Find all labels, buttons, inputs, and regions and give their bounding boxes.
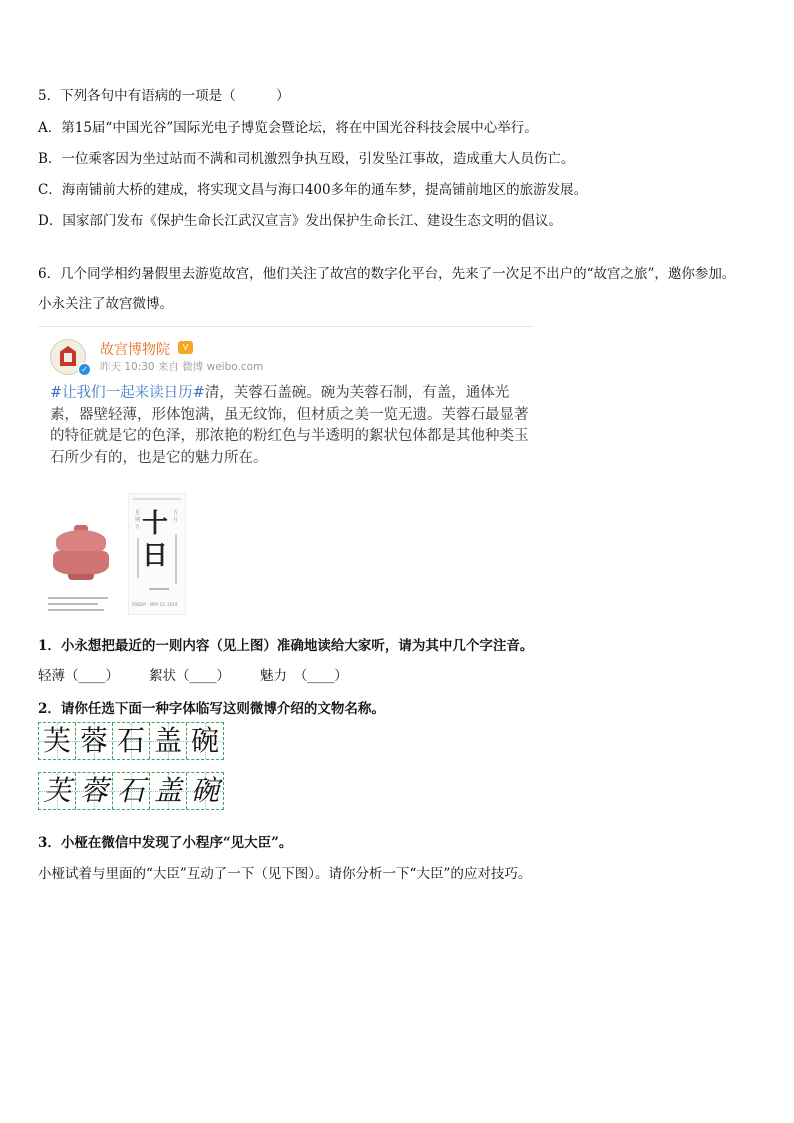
sub-question-2: 2．请你任选下面一种字体临写这则微博介绍的文物名称。	[38, 701, 385, 717]
grid-cell: 碗	[187, 773, 223, 809]
weibo-post-text	[50, 383, 530, 469]
grid-cell: 石	[113, 773, 150, 809]
question-5-option-a: A．第15届“中国光谷”国际光电子博览会暨论坛，将在中国光谷科技会展中心举行。	[38, 120, 538, 136]
question-5-stem: 5．下列各句中有语病的一项是（ ）	[38, 88, 290, 104]
question-5-option-d: D．国家部门发布《保护生命长江武汉宣言》发出保护生命长江、建设生态文明的倡议。	[38, 213, 562, 229]
pinyin-blanks	[38, 664, 348, 684]
question-5-option-c: C．海南铺前大桥的建成，将实现文昌与海口400多年的通车梦，提高铺前地区的旅游发展。	[38, 182, 588, 198]
blank-xuzhuang[interactable]: 絮状（____）	[149, 668, 230, 684]
grid-cell: 盖	[150, 723, 187, 759]
calendar-day: 十日	[142, 509, 169, 571]
question-6-intro-2: 小永关注了故宫微博。	[38, 296, 173, 312]
weibo-hashtag: #让我们一起来读日历#	[50, 385, 205, 401]
calendar-weekday: 星期五	[135, 510, 141, 530]
verified-icon: ✓	[78, 363, 91, 376]
calendar-image	[128, 493, 186, 615]
question-5-option-b: B．一位乘客因为坐过站而不满和司机激烈争执互殴，引发坠江事故，造成重大人员伤亡。	[38, 151, 575, 167]
vip-badge-icon: V	[178, 341, 193, 354]
calendar-month: 五月	[173, 510, 179, 523]
calligraphy-grid-regular	[38, 722, 224, 760]
grid-cell: 石	[113, 723, 150, 759]
bowl-image-caption	[48, 597, 112, 615]
grid-cell: 蓉	[76, 773, 113, 809]
grid-cell: 盖	[150, 773, 187, 809]
calendar-footer: FRIDAY · MAY 10, 2019	[132, 602, 178, 607]
grid-cell: 芙	[39, 723, 76, 759]
weibo-account-name: 故宫博物院	[100, 342, 170, 358]
grid-cell: 碗	[187, 723, 223, 759]
blank-qingbao[interactable]: 轻薄（____）	[38, 668, 119, 684]
weibo-post-meta: 昨天 10:30 来自 微博 weibo.com	[100, 361, 264, 373]
blank-meili[interactable]: 魅力 （____）	[260, 668, 348, 684]
sub-question-3-detail: 小桠试着与里面的“大臣”互动了一下（见下图）。请你分析一下“大臣”的应对技巧。	[38, 866, 532, 882]
grid-cell: 蓉	[76, 723, 113, 759]
hibiscus-stone-bowl-image	[48, 513, 112, 593]
weibo-body: 清，芙蓉石盖碗。碗为芙蓉石制，有盖，通体光素，器壁轻薄，形体饱满，虽无纹饰，但材质之美一览无遗。芙蓉石最显著的特征就是它的色泽，那浓艳的粉红色与半透明的絮状包体都是其他种类玉石所少有的，也是它的魅力所在。	[50, 385, 529, 466]
sub-question-3: 3．小桠在微信中发现了小程序“见大臣”。	[38, 835, 293, 851]
grid-cell: 芙	[39, 773, 76, 809]
sub-question-1: 1．小永想把最近的一则内容（见上图）准确地读给大家听，请为其中几个字注音。	[38, 638, 534, 654]
question-6-intro: 6．几个同学相约暑假里去游览故宫，他们关注了故宫的数字化平台，先来了一次足不出户的“故宫之旅”，邀你参加。	[38, 266, 736, 282]
weibo-post	[38, 326, 534, 617]
calligraphy-grid-running	[38, 772, 224, 810]
